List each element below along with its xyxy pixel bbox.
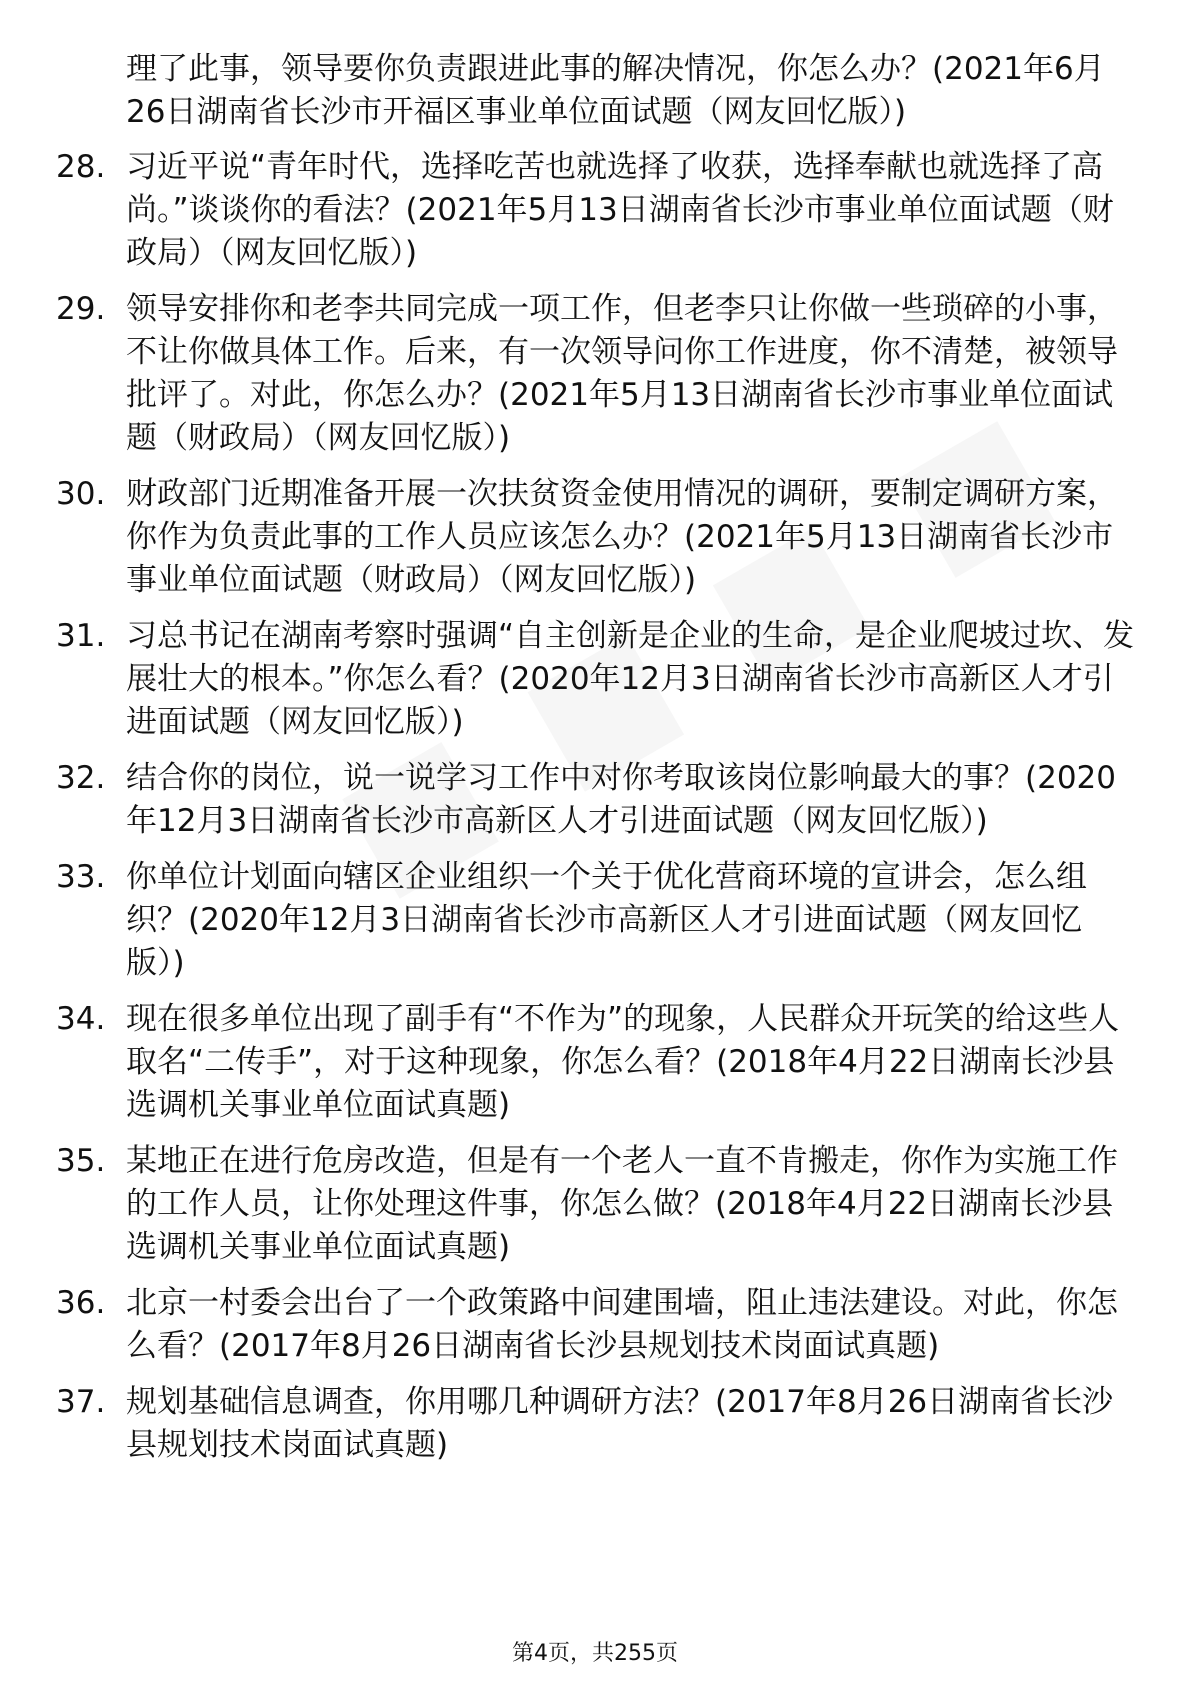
item-number: 28. [56,149,106,185]
question-list [0,146,1190,1480]
item-text: 习总书记在湖南考察时强调“自主创新是企业的生命，是企业爬坡过坎、发展壮大的根本。”你怎么看？(2020年12月3日湖南省长沙市高新区人才引进面试题（网友回忆版）) [126,618,1135,740]
item-text: 现在很多单位出现了副手有“不作为”的现象，人民群众开玩笑的给这些人取名“二传手”，对于这种现象，你怎么看？(2018年4月22日湖南长沙县选调机关事业单位面试真题) [126,1001,1120,1123]
item-text: 习近平说“青年时代，选择吃苦也就选择了收获，选择奉献也就选择了高尚。”谈谈你的看法？(2021年5月13日湖南省长沙市事业单位面试题（财政局）（网友回忆版）) [126,149,1114,271]
list-item [0,1140,1136,1269]
item-number: 36. [56,1285,106,1321]
item-text: 财政部门近期准备开展一次扶贫资金使用情况的调研，要制定调研方案，你作为负责此事的工作人员应该怎么办？(2021年5月13日湖南省长沙市事业单位面试题（财政局）（网友回忆版）) [126,476,1118,598]
continuation-paragraph: 理了此事，领导要你负责跟进此事的解决情况，你怎么办？(2021年6月26日湖南省长沙市开福区事业单位面试题（网友回忆版）) [126,51,1105,130]
list-item [0,998,1136,1127]
item-text: 某地正在进行危房改造，但是有一个老人一直不肯搬走，你作为实施工作的工作人员，让你处理这件事，你怎么做？(2018年4月22日湖南长沙县选调机关事业单位面试真题) [126,1143,1118,1265]
item-text: 结合你的岗位，说一说学习工作中对你考取该岗位影响最大的事？(2020年12月3日湖南省长沙市高新区人才引进面试题（网友回忆版）) [126,760,1116,839]
list-item [0,288,1136,460]
list-item [0,856,1136,985]
item-number: 30. [56,476,106,512]
list-item [0,757,1136,843]
page-footer: 第4页，共255页 [512,1641,678,1666]
item-number: 35. [56,1143,106,1179]
item-number: 29. [56,291,106,327]
item-text: 你单位计划面向辖区企业组织一个关于优化营商环境的宣讲会，怎么组织？(2020年12月3日湖南省长沙市高新区人才引进面试题（网友回忆版）) [126,859,1087,981]
list-item [0,615,1136,744]
item-number: 33. [56,859,106,895]
item-number: 31. [56,618,106,654]
list-item [0,146,1136,275]
list-item [0,1381,1136,1467]
item-text: 领导安排你和老李共同完成一项工作，但老李只让你做一些琐碎的小事，不让你做具体工作。后来，有一次领导问你工作进度，你不清楚，被领导批评了。对此，你怎么办？(2021年5月13日湖南省长沙市事业单位面试题（财政局）（网友回忆版）) [126,291,1118,456]
list-item [0,1282,1136,1368]
item-text: 规划基础信息调查，你用哪几种调研方法？(2017年8月26日湖南省长沙县规划技术岗面试真题) [126,1384,1114,1463]
item-number: 32. [56,760,106,796]
item-text: 北京一村委会出台了一个政策路中间建围墙，阻止违法建设。对此，你怎么看？(2017年8月26日湖南省长沙县规划技术岗面试真题) [126,1285,1118,1364]
list-item [0,473,1136,602]
item-number: 37. [56,1384,106,1420]
item-number: 34. [56,1001,106,1037]
